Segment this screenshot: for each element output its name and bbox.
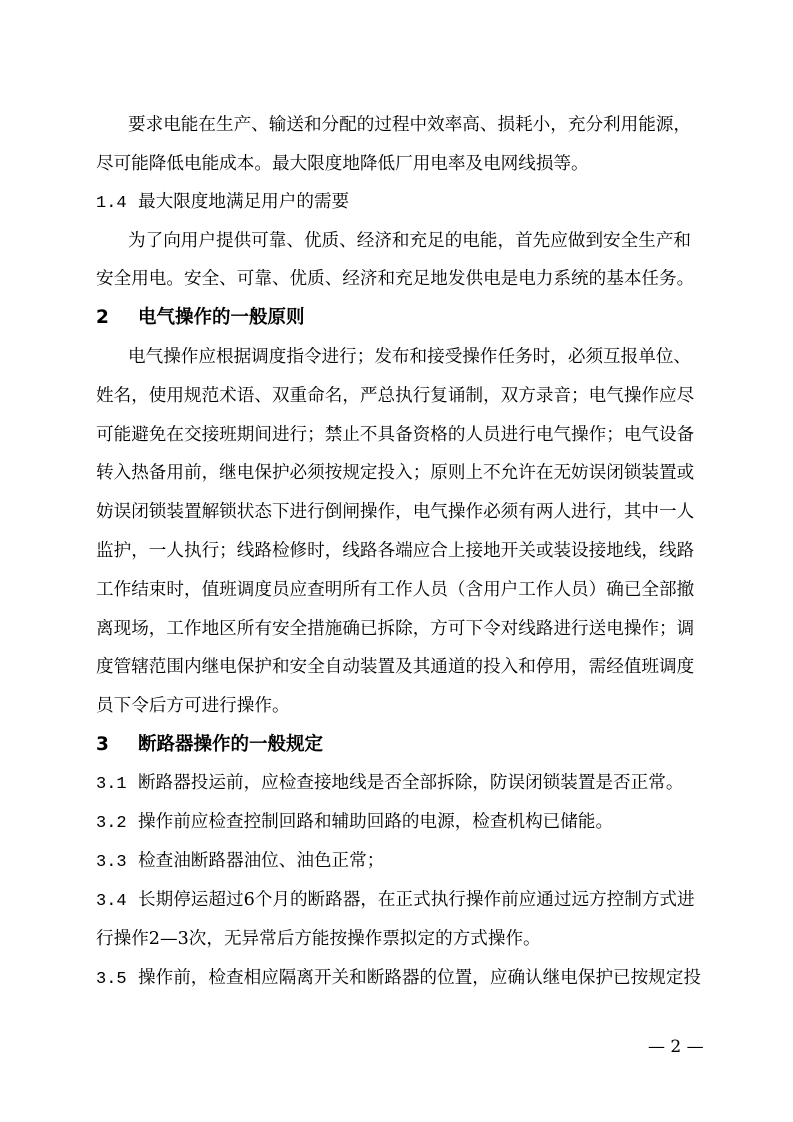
item-number: 3.2	[96, 814, 127, 833]
section-number: 3	[96, 734, 109, 755]
item-text: 断路器投运前，应检查接地线是否全部拆除，防误闭锁装置是否正常。	[138, 773, 684, 793]
item-number: 3.4	[96, 892, 127, 911]
item-text: 检查油断路器油位、油色正常；	[138, 851, 385, 871]
body-text-line: 安全用电。安全、可靠、优质、经济和充足地发供电是电力系统的基本任务。	[96, 269, 695, 289]
body-text-line: 离现场，工作地区所有安全措施确已拆除，方可下令对线路进行送电操作；调	[96, 619, 695, 639]
list-item-3-1	[96, 772, 696, 794]
body-text-line: 为了向用户提供可靠、优质、经济和充足的电能，首先应做到安全生产和	[128, 231, 692, 251]
subsection-number: 1.4	[96, 194, 127, 213]
body-text-line: 要求电能在生产、输送和分配的过程中效率高、损耗小，充分利用能源，	[128, 115, 692, 135]
item-text: 操作前应检查控制回路和辅助回路的电源，检查机构已储能。	[138, 812, 614, 832]
list-item-3-4	[96, 889, 696, 911]
section-title: 断路器操作的一般规定	[138, 734, 324, 755]
body-text-line: 转入热备用前，继电保护必须按规定投入；原则上不允许在无妨误闭锁装置或	[96, 463, 695, 483]
item-number: 3.1	[96, 775, 127, 794]
item-number: 3.5	[96, 970, 127, 989]
body-text-line: 可能避免在交接班期间进行；禁止不具备资格的人员进行电气操作；电气设备	[96, 425, 695, 445]
list-item-3-2	[96, 811, 696, 833]
list-item-3-5	[96, 967, 702, 989]
body-text-line: 尽可能降低电能成本。最大限度地降低厂用电率及电网线损等。	[96, 154, 589, 174]
subsection-title: 最大限度地满足用户的需要	[138, 192, 350, 212]
body-text-line: 电气操作应根据调度指令进行；发布和接受操作任务时，必须互报单位、	[128, 347, 692, 367]
body-text-line: 度管辖范围内继电保护和安全自动装置及其通道的投入和停用，需经值班调度	[96, 657, 695, 677]
subsection-heading-1-4	[96, 191, 696, 213]
item-text: 长期停运超过6个月的断路器，在正式执行操作前应通过远方控制方式进	[138, 890, 695, 910]
section-title: 电气操作的一般原则	[138, 307, 305, 328]
section-heading-2	[96, 307, 696, 329]
list-item-3-3	[96, 850, 696, 872]
page-number: — 2 —	[648, 1037, 704, 1057]
section-heading-3	[96, 734, 696, 756]
section-number: 2	[96, 307, 109, 328]
body-text-line: 监护，一人执行；线路检修时，线路各端应合上接地开关或装设接地线，线路	[96, 541, 695, 561]
body-text-line: 员下令后方可进行操作。	[96, 696, 290, 716]
item-number: 3.3	[96, 853, 127, 872]
body-text-line: 工作结束时，值班调度员应查明所有工作人员（含用户工作人员）确已全部撤	[96, 580, 695, 600]
body-text-line: 姓名，使用规范术语、双重命名，严总执行复诵制，双方录音；电气操作应尽	[96, 386, 695, 406]
body-text-line: 妨误闭锁装置解锁状态下进行倒闸操作，电气操作必须有两人进行，其中一人	[96, 502, 695, 522]
list-item-continuation: 行操作2—3次，无异常后方能按操作票拟定的方式操作。	[96, 929, 541, 949]
item-text: 操作前，检查相应隔离开关和断路器的位置，应确认继电保护已按规定投	[138, 968, 702, 988]
